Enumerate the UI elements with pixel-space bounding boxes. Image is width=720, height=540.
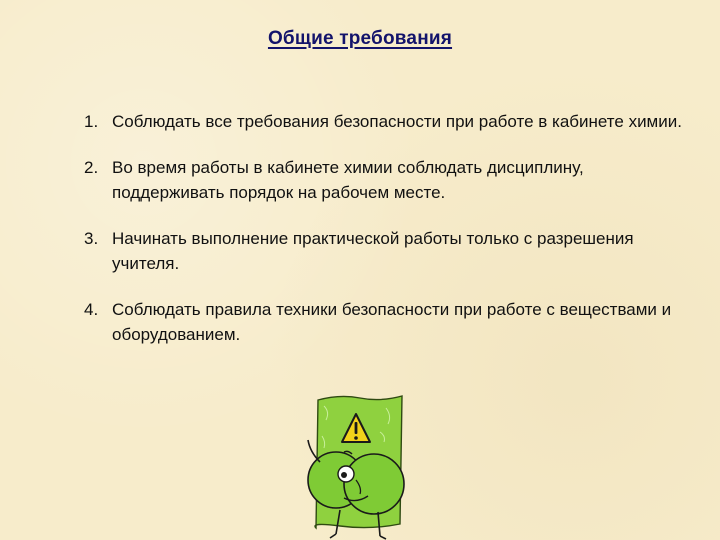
rule-text: Соблюдать правила техники безопасности при работе с веществами и оборудованием. (112, 300, 672, 344)
rule-item (84, 109, 684, 134)
rule-item (84, 226, 684, 276)
rules-list (84, 109, 684, 368)
rule-text: Начинать выполнение практической работы только с разрешения учителя. (112, 229, 634, 273)
rule-text: Во время работы в кабинете химии соблюдать дисциплину, поддерживать порядок на рабочем месте. (112, 158, 584, 202)
rule-item (84, 297, 684, 347)
rule-number: 3. (84, 229, 99, 248)
page-title-text: Общие требования (267, 28, 453, 49)
rule-number: 1. (84, 112, 99, 131)
rule-item (84, 155, 684, 205)
rule-number: 4. (84, 300, 99, 319)
rule-text: Соблюдать все требования безопасности при работе в кабинете химии. (112, 112, 682, 131)
page-title (0, 28, 720, 50)
safety-character-illustration (300, 392, 412, 540)
rule-number: 2. (84, 158, 99, 177)
